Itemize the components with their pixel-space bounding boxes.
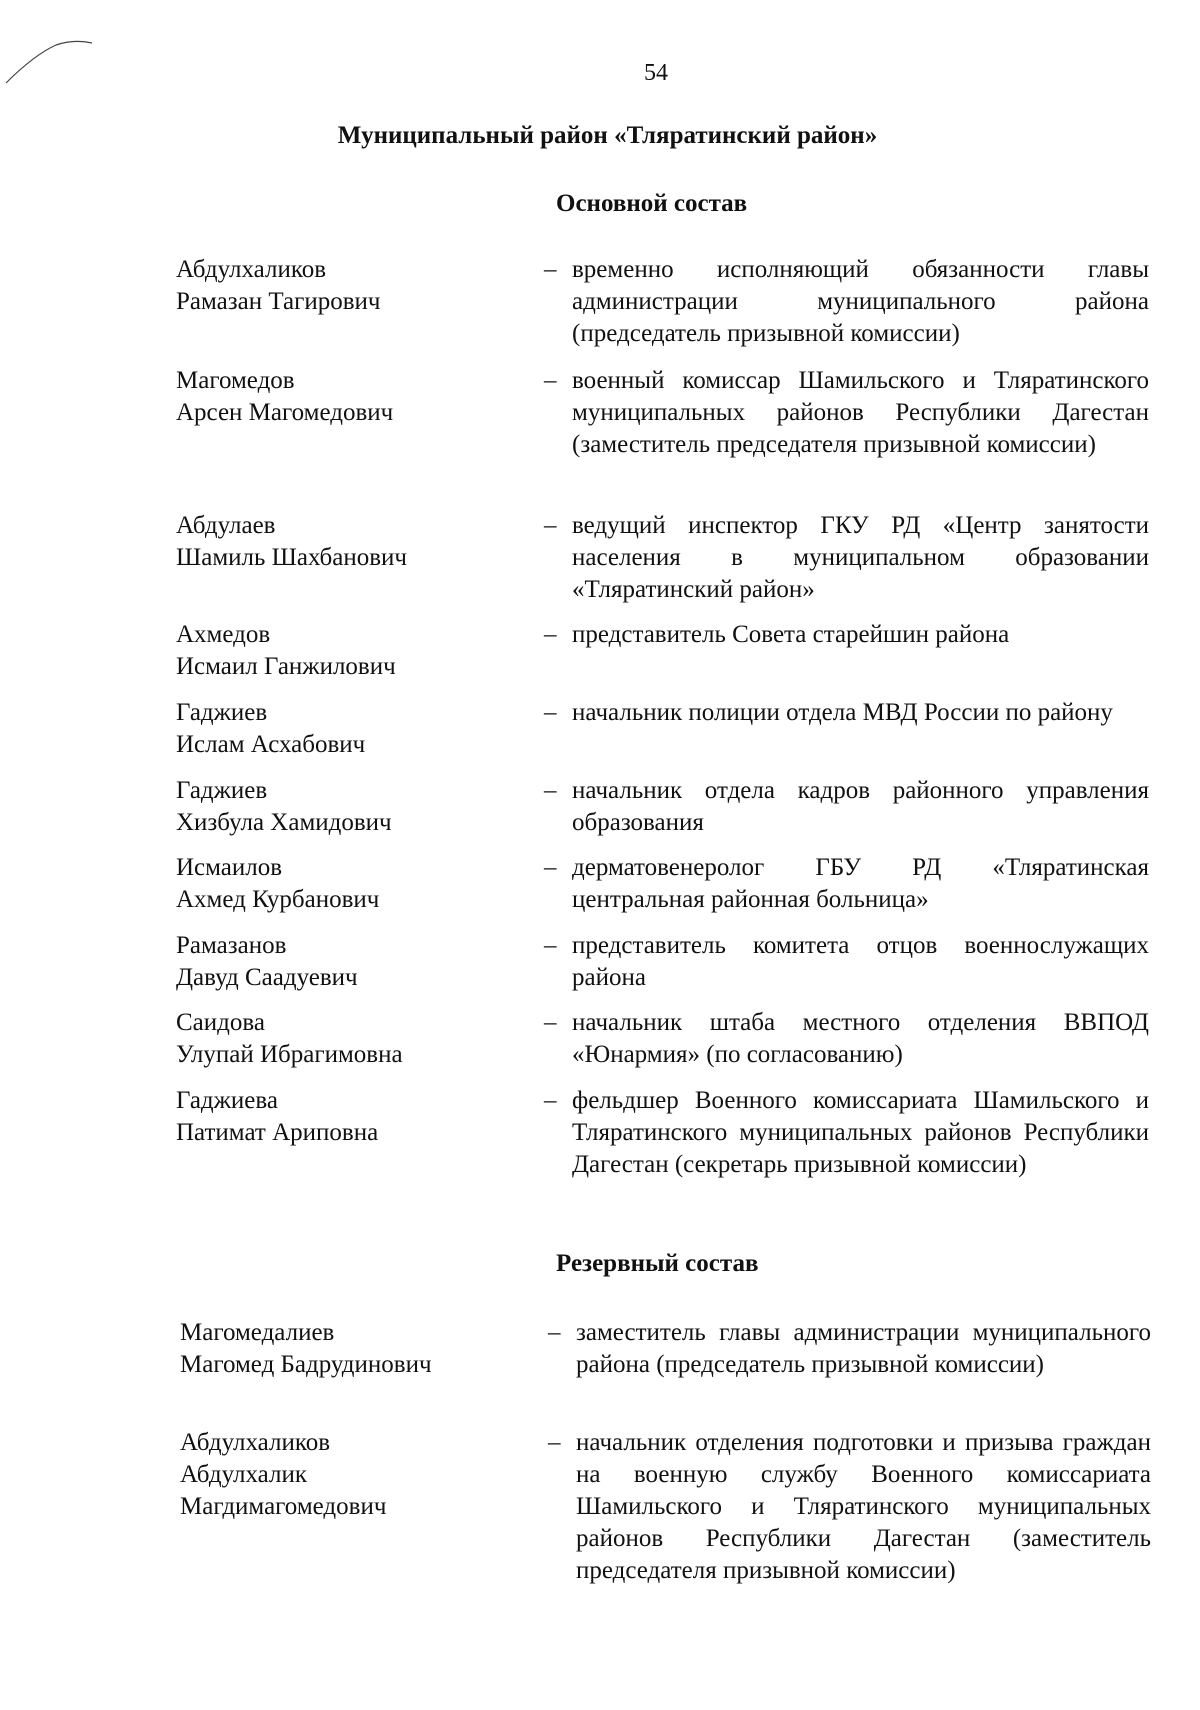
member-given-name: Рамазан Тагирович <box>176 288 381 315</box>
member-position: начальник штаба местного отделения ВВПОД «Юнармия» (по согласованию) <box>572 1009 1149 1068</box>
member-name <box>176 697 506 761</box>
member-surname: Абдулаев <box>176 512 276 539</box>
member-name <box>176 852 506 916</box>
member-given-name: Исмаил Ганжилович <box>176 653 396 680</box>
member-position: начальник отдела кадров районного управления образования <box>572 777 1149 836</box>
member-name <box>176 930 506 994</box>
member-given-name: Патимат Ариповна <box>176 1119 379 1146</box>
member-position: представитель комитета отцов военнослужащих района <box>572 932 1149 991</box>
dash-separator: – <box>544 777 557 804</box>
dash-separator: – <box>544 1087 557 1114</box>
member-name <box>176 619 506 683</box>
member-position: фельдшер Военного комиссариата Шамильского и Тляратинского муниципальных районов Республики Дагестан (секретарь призывной комиссии) <box>572 1087 1149 1178</box>
member-name <box>176 775 506 839</box>
member-position: военный комиссар Шамильского и Тляратинского муниципальных районов Республики Дагестан (заместитель председателя призывной комиссии) <box>572 367 1149 458</box>
member-surname: Гаджиев <box>176 777 268 804</box>
member-surname: Рамазанов <box>176 932 287 959</box>
dash-separator: – <box>548 1429 561 1456</box>
dash-separator: – <box>544 699 557 726</box>
member-given-name: Ислам Асхабович <box>176 731 366 758</box>
member-surname: Ахмедов <box>176 621 271 648</box>
member-surname: Гаджиева <box>176 1087 278 1114</box>
member-patronymic: Магдимагомедович <box>180 1493 387 1520</box>
member-position: временно исполняющий обязанности главы администрации муниципального района (председатель призывной комиссии) <box>572 256 1149 347</box>
member-surname: Саидова <box>176 1009 265 1036</box>
member-name <box>180 1317 510 1381</box>
member-position: ведущий инспектор ГКУ РД «Центр занятости населения в муниципальном образовании «Тляратинский район» <box>572 512 1149 603</box>
page-number: 54 <box>644 60 668 86</box>
member-position: начальник полиции отдела МВД России по району <box>572 699 1113 726</box>
member-name <box>176 254 506 318</box>
main-section-title: Основной состав <box>556 190 748 217</box>
dash-separator: – <box>544 932 557 959</box>
dash-separator: – <box>544 621 557 648</box>
dash-separator: – <box>544 854 557 881</box>
member-position: заместитель главы администрации муниципального района (председатель призывной комиссии) <box>576 1319 1151 1378</box>
member-position: дерматовенеролог ГБУ РД «Тляратинская центральная районная больница» <box>572 854 1149 913</box>
member-given-name: Шамиль Шахбанович <box>176 544 407 571</box>
member-position: представитель Совета старейшин района <box>572 621 1010 648</box>
member-surname: Исмаилов <box>176 854 283 881</box>
member-given-name: Ахмед Курбанович <box>176 886 380 913</box>
member-name <box>176 1085 506 1149</box>
member-given-name: Арсен Магомедович <box>176 399 394 426</box>
member-given-name: Магомед Бадрудинович <box>180 1351 432 1378</box>
member-given-name: Хизбула Хамидович <box>176 809 392 836</box>
dash-separator: – <box>544 367 557 394</box>
member-surname: Абдулхаликов <box>180 1429 330 1456</box>
member-surname: Абдулхаликов <box>176 256 326 283</box>
dash-separator: – <box>544 1009 557 1036</box>
member-name <box>176 1007 506 1071</box>
member-given-name: Абдулхалик <box>180 1461 307 1488</box>
member-surname: Магомедов <box>176 367 295 394</box>
member-given-name: Улупай Ибрагимовна <box>176 1041 403 1068</box>
district-title: Муниципальный район «Тляратинский район» <box>337 122 878 149</box>
member-given-name: Давуд Саадуевич <box>176 964 358 991</box>
member-surname: Гаджиев <box>176 699 268 726</box>
member-name <box>176 510 506 574</box>
dash-separator: – <box>544 512 557 539</box>
member-surname: Магомедалиев <box>180 1319 335 1346</box>
member-name <box>176 365 506 429</box>
dash-separator: – <box>544 256 557 283</box>
member-name <box>180 1427 510 1523</box>
dash-separator: – <box>548 1319 561 1346</box>
member-position: начальник отделения подготовки и призыва граждан на военную службу Военного комиссариата Шамильского и Тляратинского муниципальных районов Республики Дагестан (заместитель председателя призывной комиссии) <box>576 1429 1151 1584</box>
reserve-section-title: Резервный состав <box>556 1250 759 1277</box>
